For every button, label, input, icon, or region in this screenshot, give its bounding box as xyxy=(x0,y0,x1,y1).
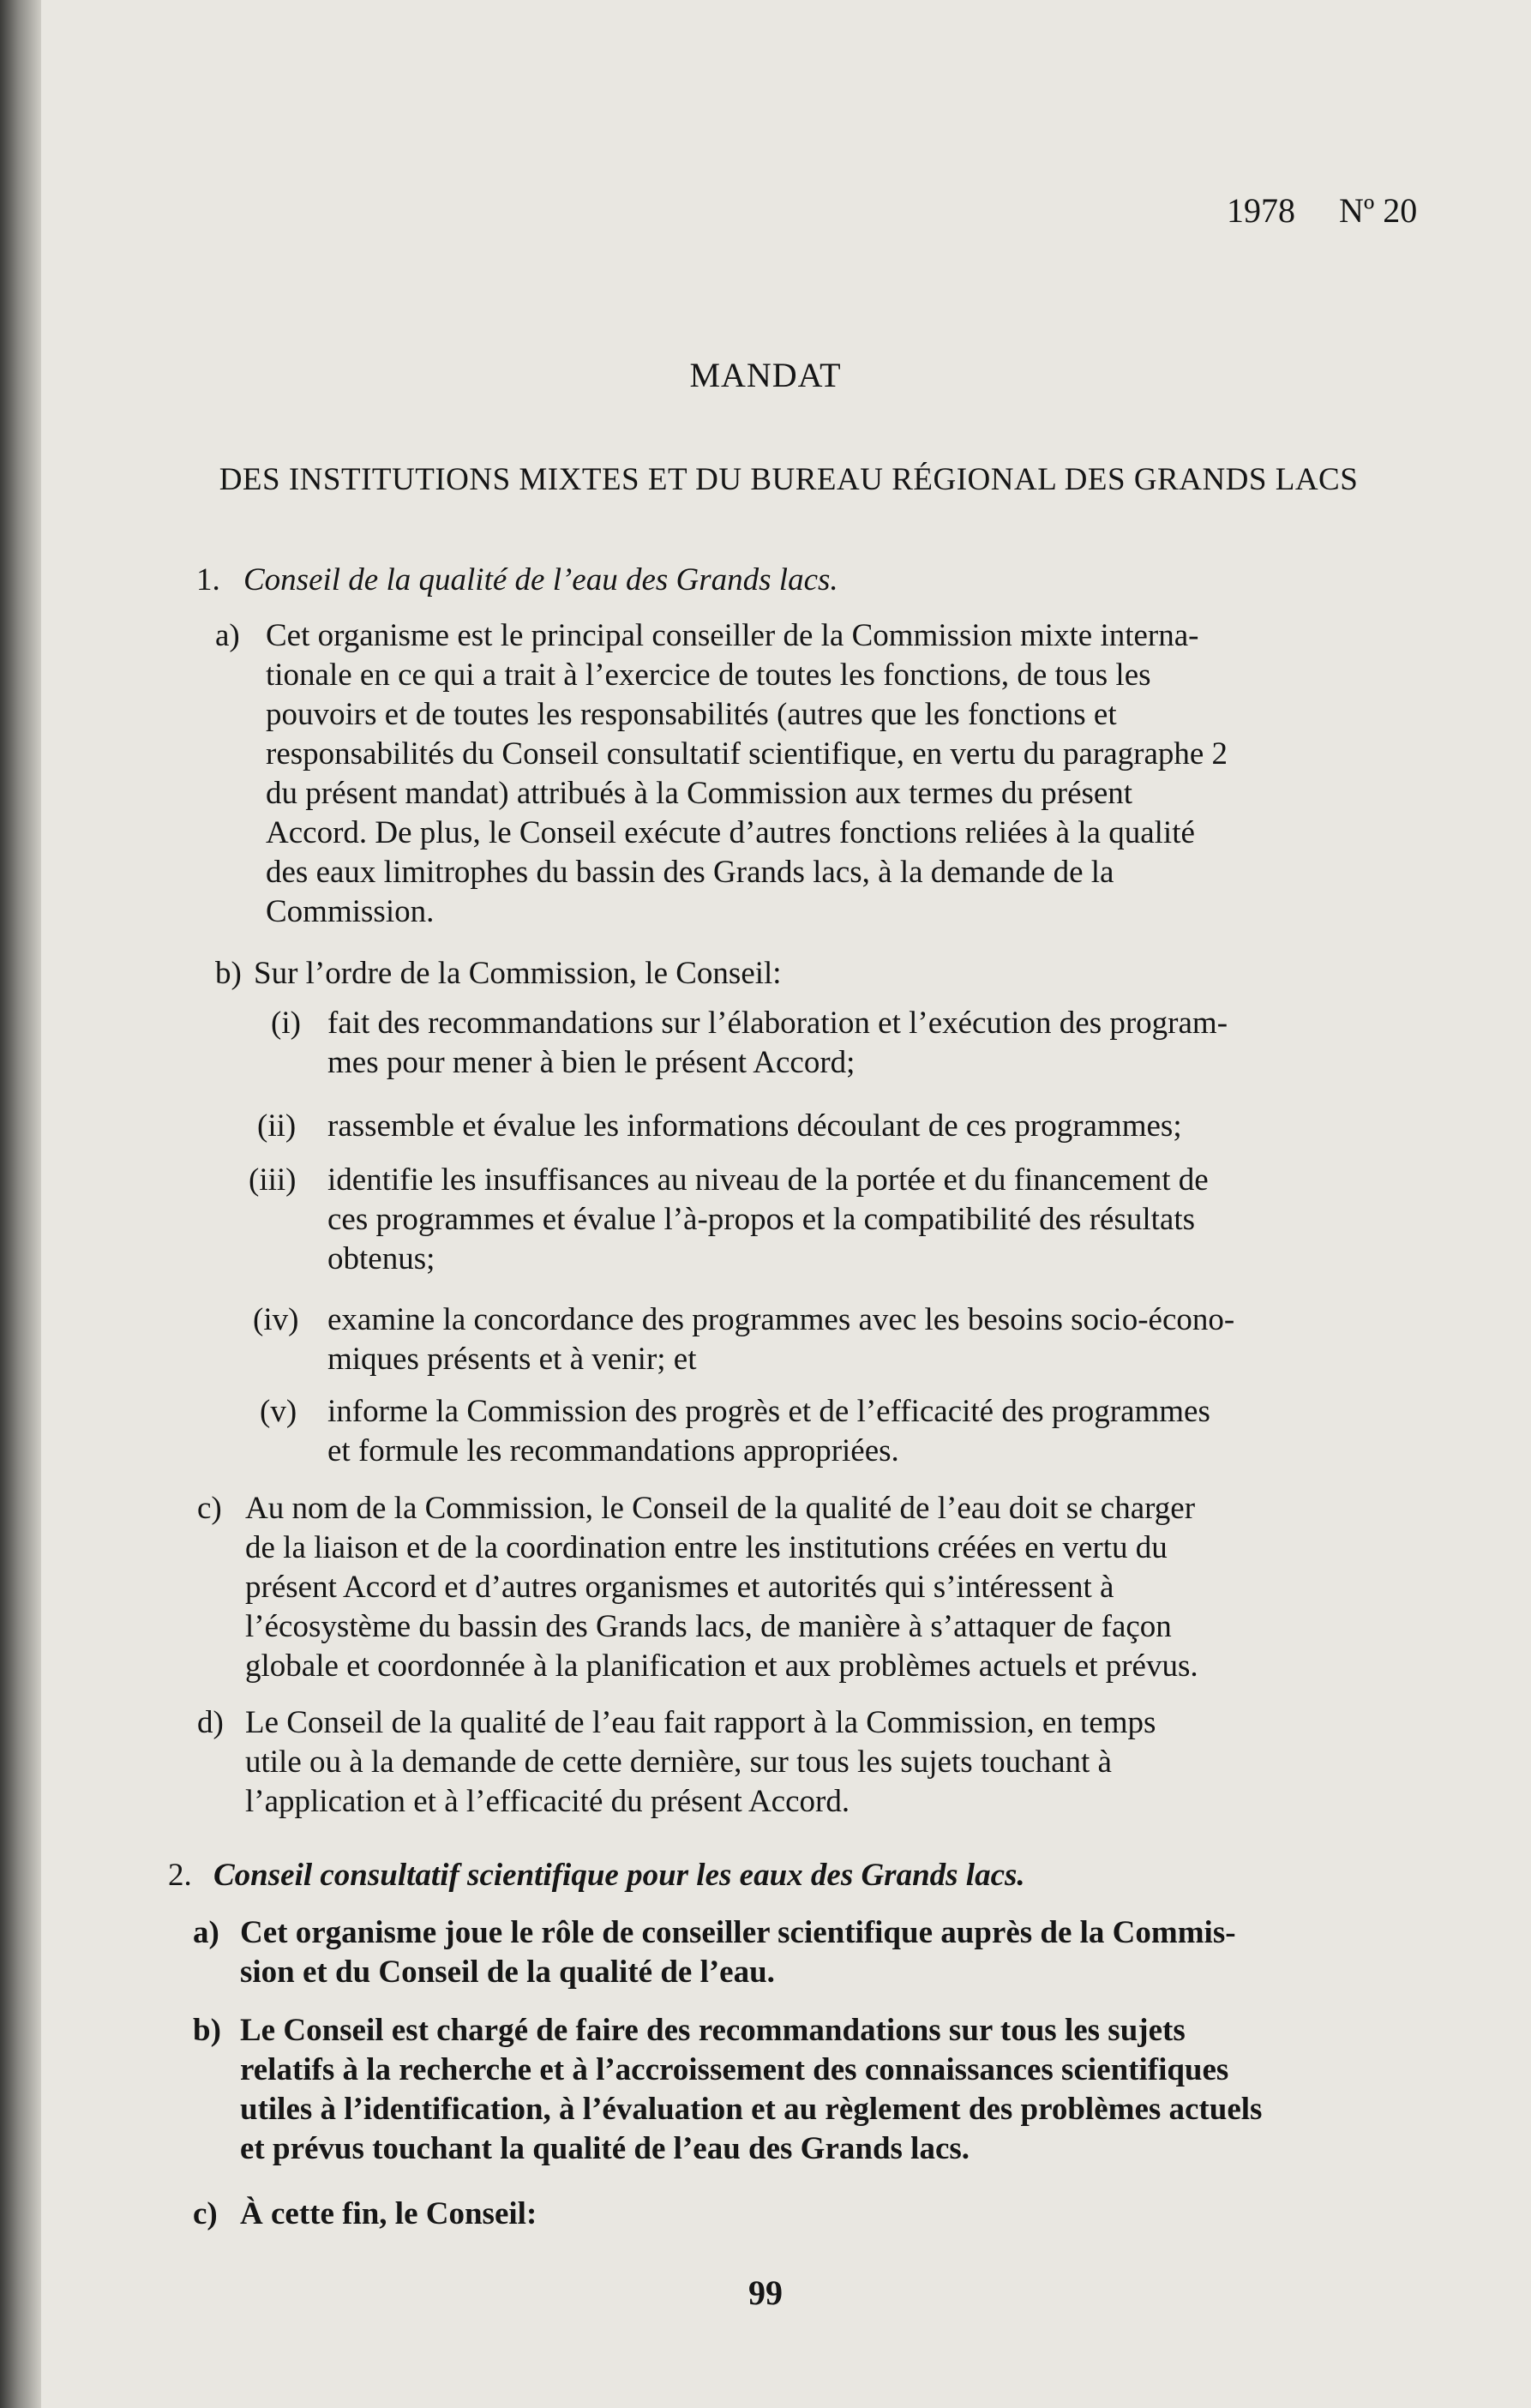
section-2-heading: Conseil consultatif scientifique pour les eaux des Grands lacs. xyxy=(213,1858,1025,1893)
bleed-through-text xyxy=(298,257,306,297)
paragraph-line: obtenus; xyxy=(327,1241,435,1276)
section-1b-label: b) xyxy=(215,956,242,991)
section-1-heading: Conseil de la qualité de l’eau des Grands lacs. xyxy=(243,562,838,597)
paragraph-line: rassemble et évalue les informations découlant de ces programmes; xyxy=(327,1108,1182,1144)
paragraph-line: fait des recommandations sur l’élaboration et l’exécution des program- xyxy=(327,1006,1228,1041)
paragraph-line: du présent mandat) attribués à la Commission aux termes du présent xyxy=(266,776,1133,811)
paragraph-line: utile ou à la demande de cette dernière, sur tous les sujets touchant à xyxy=(245,1744,1112,1780)
paragraph-line: Commission. xyxy=(266,894,435,929)
list-item-label: (iii) xyxy=(249,1162,297,1198)
section-2-number: 2. xyxy=(168,1858,192,1893)
paragraph-line: utiles à l’identification, à l’évaluation et au règlement des problèmes actuels xyxy=(240,2092,1263,2127)
paragraph-line: l’écosystème du bassin des Grands lacs, de manière à s’attaquer de façon xyxy=(245,1609,1172,1644)
paragraph-line: de la liaison et de la coordination entre les institutions créées en vertu du xyxy=(245,1530,1168,1565)
paragraph-line: tionale en ce qui a trait à l’exercice de toutes les fonctions, de tous les xyxy=(266,658,1151,693)
section-1d-label: d) xyxy=(197,1705,224,1740)
page-title: MANDAT xyxy=(689,356,842,394)
paragraph-line: Cet organisme joue le rôle de conseiller scientifique auprès de la Commis- xyxy=(240,1915,1236,1950)
section-1-number: 1. xyxy=(196,562,220,597)
header-year: 1978 xyxy=(1227,191,1295,230)
paragraph-line: informe la Commission des progrès et de l’efficacité des programmes xyxy=(327,1394,1210,1429)
paragraph-line: et formule les recommandations appropriées. xyxy=(327,1433,899,1468)
paragraph-line: pouvoirs et de toutes les responsabilités (autres que les fonctions et xyxy=(266,697,1117,732)
header-number: Nº 20 xyxy=(1339,191,1418,230)
paragraph-line: Accord. De plus, le Conseil exécute d’autres fonctions reliées à la qualité xyxy=(266,815,1195,850)
page-number: 99 xyxy=(748,2273,783,2312)
paragraph-line: ces programmes et évalue l’à-propos et la compatibilité des résultats xyxy=(327,1202,1196,1237)
paragraph-line: miques présents et à venir; et xyxy=(327,1342,697,1377)
page-subtitle: DES INSTITUTIONS MIXTES ET DU BUREAU RÉGIONAL DES GRANDS LACS xyxy=(219,462,1359,497)
paragraph-line: Le Conseil de la qualité de l’eau fait rapport à la Commission, en temps xyxy=(245,1705,1156,1740)
list-item-label: (i) xyxy=(271,1006,301,1041)
paragraph-line: Le Conseil est chargé de faire des recommandations sur tous les sujets xyxy=(240,2013,1186,2048)
list-item-label: (iv) xyxy=(253,1302,299,1337)
paragraph-line: identifie les insuffisances au niveau de la portée et du financement de xyxy=(327,1162,1209,1198)
section-1a-label: a) xyxy=(215,618,240,653)
paragraph-line: sion et du Conseil de la qualité de l’eau. xyxy=(240,1955,775,1990)
paragraph-line: relatifs à la recherche et à l’accroissement des connaissances scientifiques xyxy=(240,2052,1229,2087)
paragraph-line: et prévus touchant la qualité de l’eau des Grands lacs. xyxy=(240,2131,970,2166)
paragraph-line: responsabilités du Conseil consultatif scientifique, en vertu du paragraphe 2 xyxy=(266,736,1228,772)
list-item-label: (ii) xyxy=(257,1108,297,1144)
section-1c-label: c) xyxy=(197,1491,222,1526)
paragraph-line: présent Accord et d’autres organismes et autorités qui s’intéressent à xyxy=(245,1570,1114,1605)
section-2b-label: b) xyxy=(193,2013,221,2048)
paragraph-line: Au nom de la Commission, le Conseil de la qualité de l’eau doit se charger xyxy=(245,1491,1196,1526)
paragraph-line: des eaux limitrophes du bassin des Grands lacs, à la demande de la xyxy=(266,855,1114,890)
section-2c-line: À cette fin, le Conseil: xyxy=(240,2196,537,2231)
section-2a-label: a) xyxy=(193,1915,219,1950)
paragraph-line: globale et coordonnée à la planification et aux problèmes actuels et prévus. xyxy=(245,1648,1198,1684)
paragraph-line: Cet organisme est le principal conseiller de la Commission mixte interna- xyxy=(266,618,1199,653)
section-2c-label: c) xyxy=(193,2196,218,2231)
section-1b-intro: Sur l’ordre de la Commission, le Conseil: xyxy=(254,956,782,991)
list-item-label: (v) xyxy=(260,1394,297,1429)
paragraph-line: mes pour mener à bien le présent Accord; xyxy=(327,1045,856,1080)
paragraph-line: l’application et à l’efficacité du présent Accord. xyxy=(245,1784,850,1819)
paragraph-line: examine la concordance des programmes avec les besoins socio-écono- xyxy=(327,1302,1235,1337)
